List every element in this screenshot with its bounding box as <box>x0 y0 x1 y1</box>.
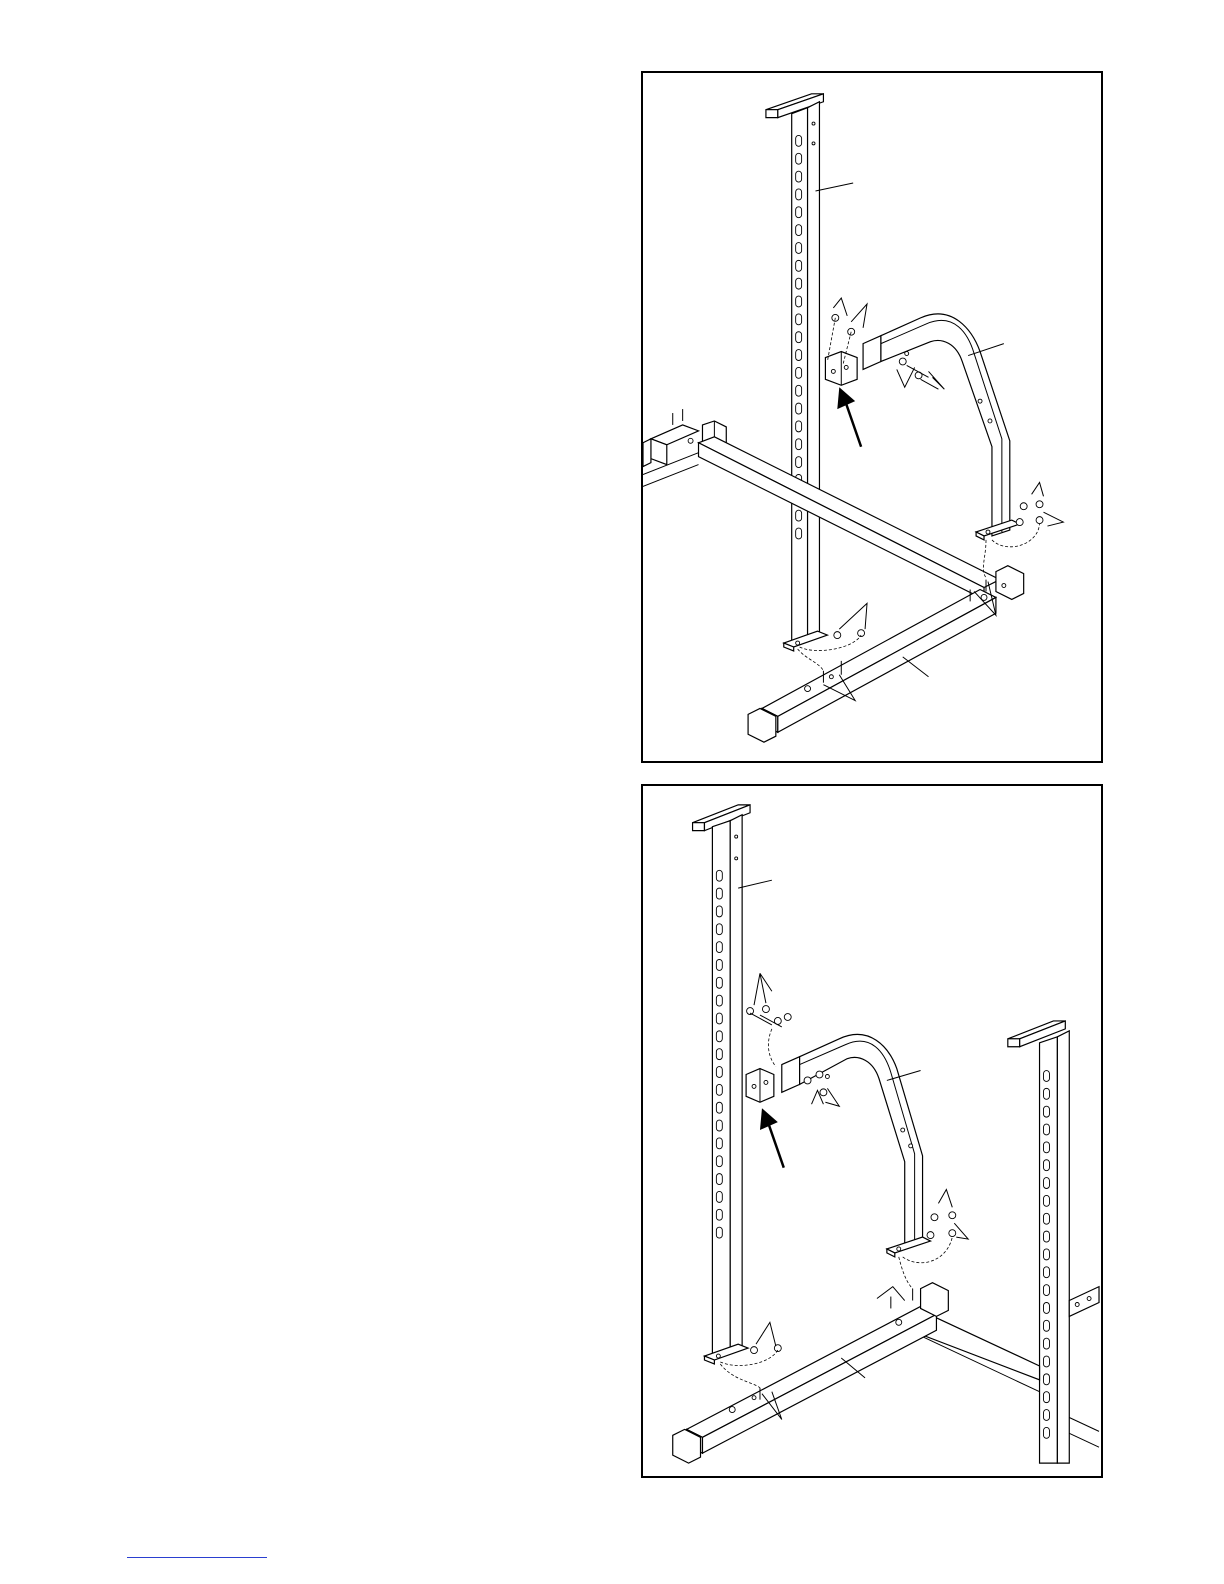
bolt-group-front-right <box>877 1257 913 1309</box>
right-side-bar <box>1069 1287 1099 1448</box>
part-leaders <box>738 880 920 1378</box>
bolt-group-upper-left <box>747 973 792 1066</box>
assembly-drawing-1 <box>643 73 1101 761</box>
upright-post <box>792 102 820 647</box>
upright-left-post <box>712 815 742 1360</box>
direction-arrow <box>837 387 861 446</box>
assembly-figure-1 <box>641 71 1103 763</box>
front-base-bar <box>748 566 1024 742</box>
assembly-drawing-2 <box>643 786 1101 1476</box>
safety-arm <box>863 314 1010 536</box>
upright-right-post <box>1040 1031 1070 1463</box>
upright-bracket <box>825 352 857 386</box>
bolt-group-arm <box>897 358 945 389</box>
upright-bracket <box>746 1069 774 1103</box>
cross-bar <box>643 437 1000 600</box>
footer-rule <box>127 1557 267 1558</box>
safety-arm <box>782 1034 923 1249</box>
direction-arrow <box>760 1108 784 1167</box>
assembly-figure-2 <box>641 784 1103 1478</box>
